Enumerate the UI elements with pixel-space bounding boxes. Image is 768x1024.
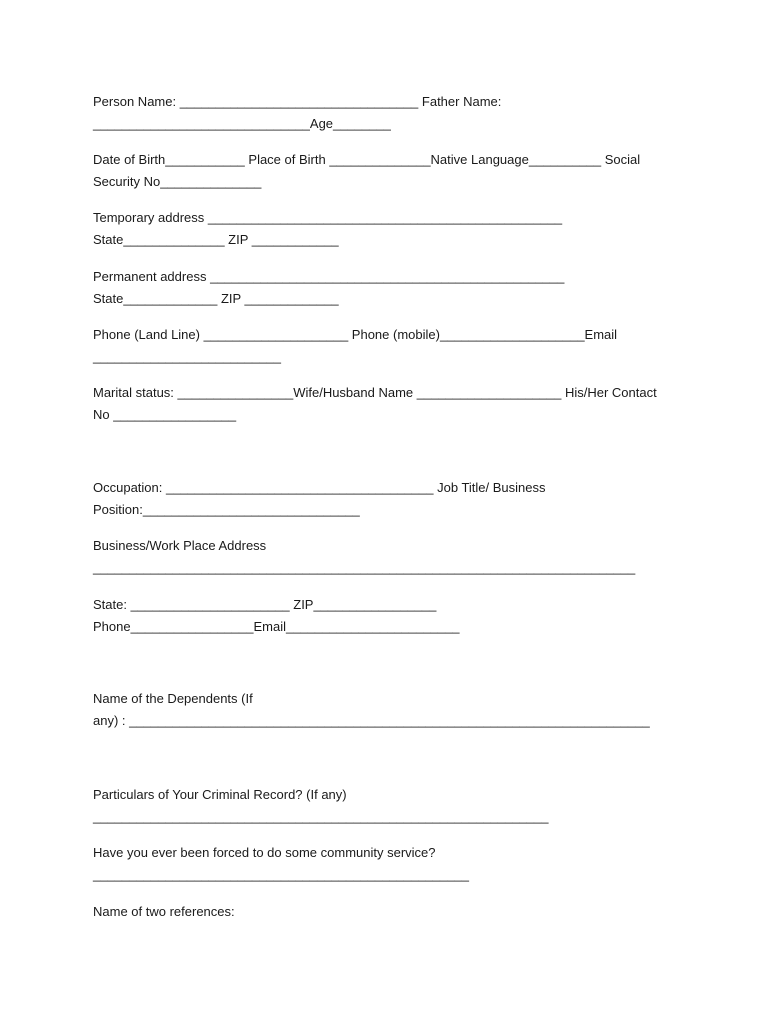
work-address-label: Business/Work Place Address [93,538,267,553]
birth-language-line[interactable]: Date of Birth___________ Place of Birth ______________Native Language__________ Social [93,152,641,167]
marital-status-line[interactable]: Marital status: ________________Wife/Husband Name ____________________ His/Her Contact [93,385,657,400]
person-father-name-line[interactable]: Person Name: _________________________________ Father Name: [93,94,502,109]
criminal-record-field[interactable]: _______________________________________________________________ [93,809,549,824]
contact-no-line[interactable]: No _________________ [93,407,237,422]
temporary-address-line[interactable]: Temporary address _________________________________________________ [93,210,563,225]
permanent-state-zip-line[interactable]: State_____________ ZIP _____________ [93,291,339,306]
dependents-label: Name of the Dependents (If [93,691,253,706]
criminal-record-label: Particulars of Your Criminal Record? (If any) [93,787,347,802]
dependents-field[interactable]: any) : ________________________________________________________________________ [93,713,650,728]
community-service-field[interactable]: ____________________________________________________ [93,867,469,882]
work-state-zip-line[interactable]: State: ______________________ ZIP_________________ [93,597,437,612]
work-address-field[interactable]: ___________________________________________________________________________ [93,560,636,575]
work-phone-email-line[interactable]: Phone_________________Email________________________ [93,619,460,634]
permanent-address-line[interactable]: Permanent address _________________________________________________ [93,269,565,284]
social-security-line[interactable]: Security No______________ [93,174,262,189]
position-line[interactable]: Position:______________________________ [93,502,360,517]
email-field-line[interactable]: __________________________ [93,349,281,364]
phone-email-line[interactable]: Phone (Land Line) ____________________ Phone (mobile)____________________Email [93,327,618,342]
occupation-line[interactable]: Occupation: _____________________________________ Job Title/ Business [93,480,546,495]
community-service-label: Have you ever been forced to do some community service? [93,845,436,860]
temporary-state-zip-line[interactable]: State______________ ZIP ____________ [93,232,339,247]
father-name-age-line[interactable]: ______________________________Age________ [93,116,391,131]
references-label: Name of two references: [93,904,235,919]
